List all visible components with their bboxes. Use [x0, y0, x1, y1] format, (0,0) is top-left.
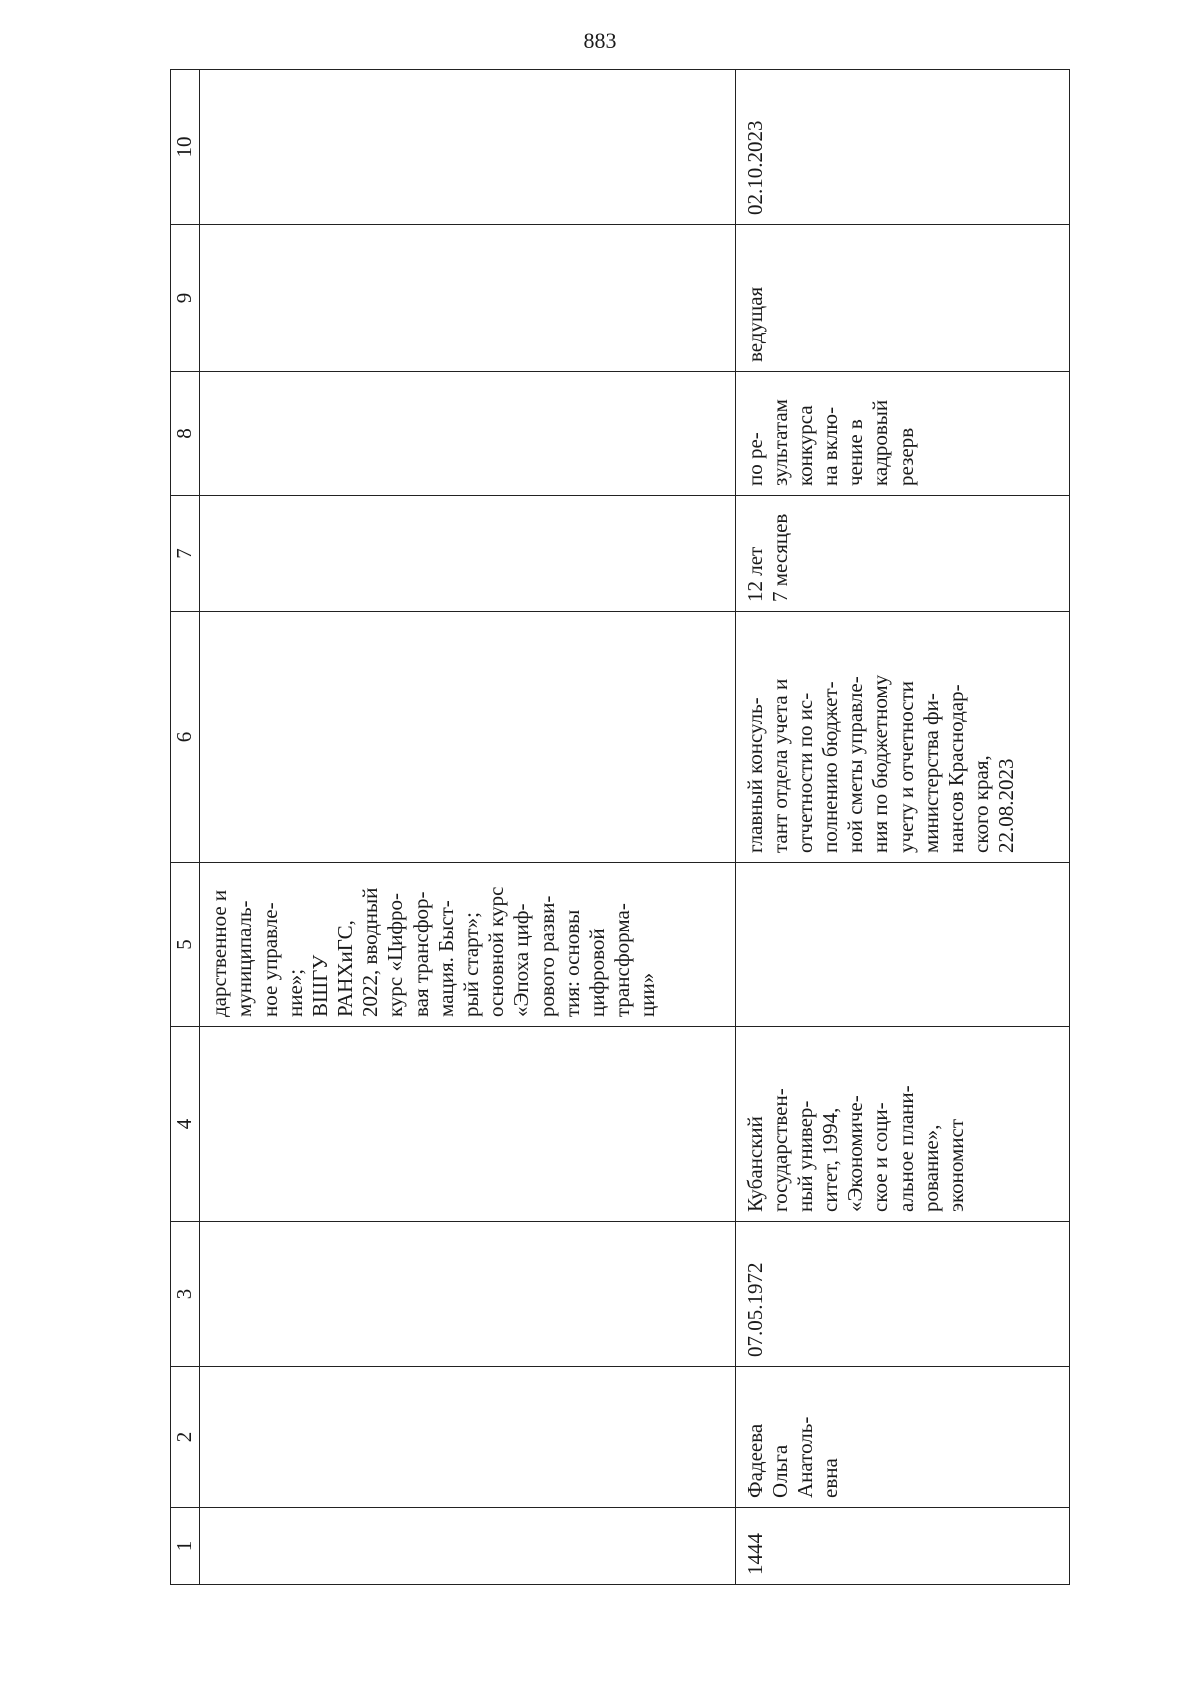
table-cell [200, 372, 735, 496]
table-cell [200, 1508, 735, 1585]
column-number: 10 [171, 70, 200, 225]
column-number: 8 [171, 372, 200, 496]
basis-cell: по ре- зультатам конкурса на вклю- чение в кадровый резерв [735, 372, 1070, 496]
column-number: 2 [171, 1367, 200, 1508]
column-number: 5 [171, 863, 200, 1027]
training-cell [735, 863, 1070, 1027]
table-row-continuation [200, 70, 735, 1585]
personnel-table [170, 69, 1070, 1585]
column-number: 3 [171, 1222, 200, 1367]
experience-cell: 12 лет 7 месяцев [735, 496, 1070, 612]
rotated-table-container [170, 70, 1070, 1585]
row-number-cell: 1444 [735, 1508, 1070, 1585]
column-number: 6 [171, 612, 200, 863]
column-number: 4 [171, 1027, 200, 1222]
column-number-row [171, 70, 200, 1585]
table-cell [200, 1367, 735, 1508]
table-cell [200, 496, 735, 612]
page-number: 883 [583, 28, 617, 53]
table-cell [200, 1027, 735, 1222]
table-row [735, 70, 1070, 1585]
full-name-cell: Фадеева Ольга Анатоль- евна [735, 1367, 1070, 1508]
column-number: 9 [171, 225, 200, 372]
table-cell [200, 612, 735, 863]
position-cell: главный консуль- тант отдела учета и отчетности по ис- полнению бюджет- ной сметы управле- ния по бюджетному учету и отчетности министерства фи- нансов Краснодар- ского края, 22.08.2023 [735, 612, 1070, 863]
table-cell [200, 70, 735, 225]
group-cell: ведущая [735, 225, 1070, 372]
column-number: 1 [171, 1508, 200, 1585]
table-cell [200, 225, 735, 372]
education-cell: Кубанский государствен- ный универ- ситет, 1994, «Экономиче- ское и соци- альное плани- рование», экономист [735, 1027, 1070, 1222]
column-number: 7 [171, 496, 200, 612]
table-cell [200, 1222, 735, 1367]
date-cell: 02.10.2023 [735, 70, 1070, 225]
training-cell: дарственное и муниципаль- ное управле- ние»; ВШГУ РАНХиГС, 2022, вводный курс «Цифро- вая трансфор- мация. Быст- рый старт»; основной курс «Эпоха циф- рового разви- тия: основы цифровой трансформа- ции» [200, 863, 735, 1027]
birth-date-cell: 07.05.1972 [735, 1222, 1070, 1367]
